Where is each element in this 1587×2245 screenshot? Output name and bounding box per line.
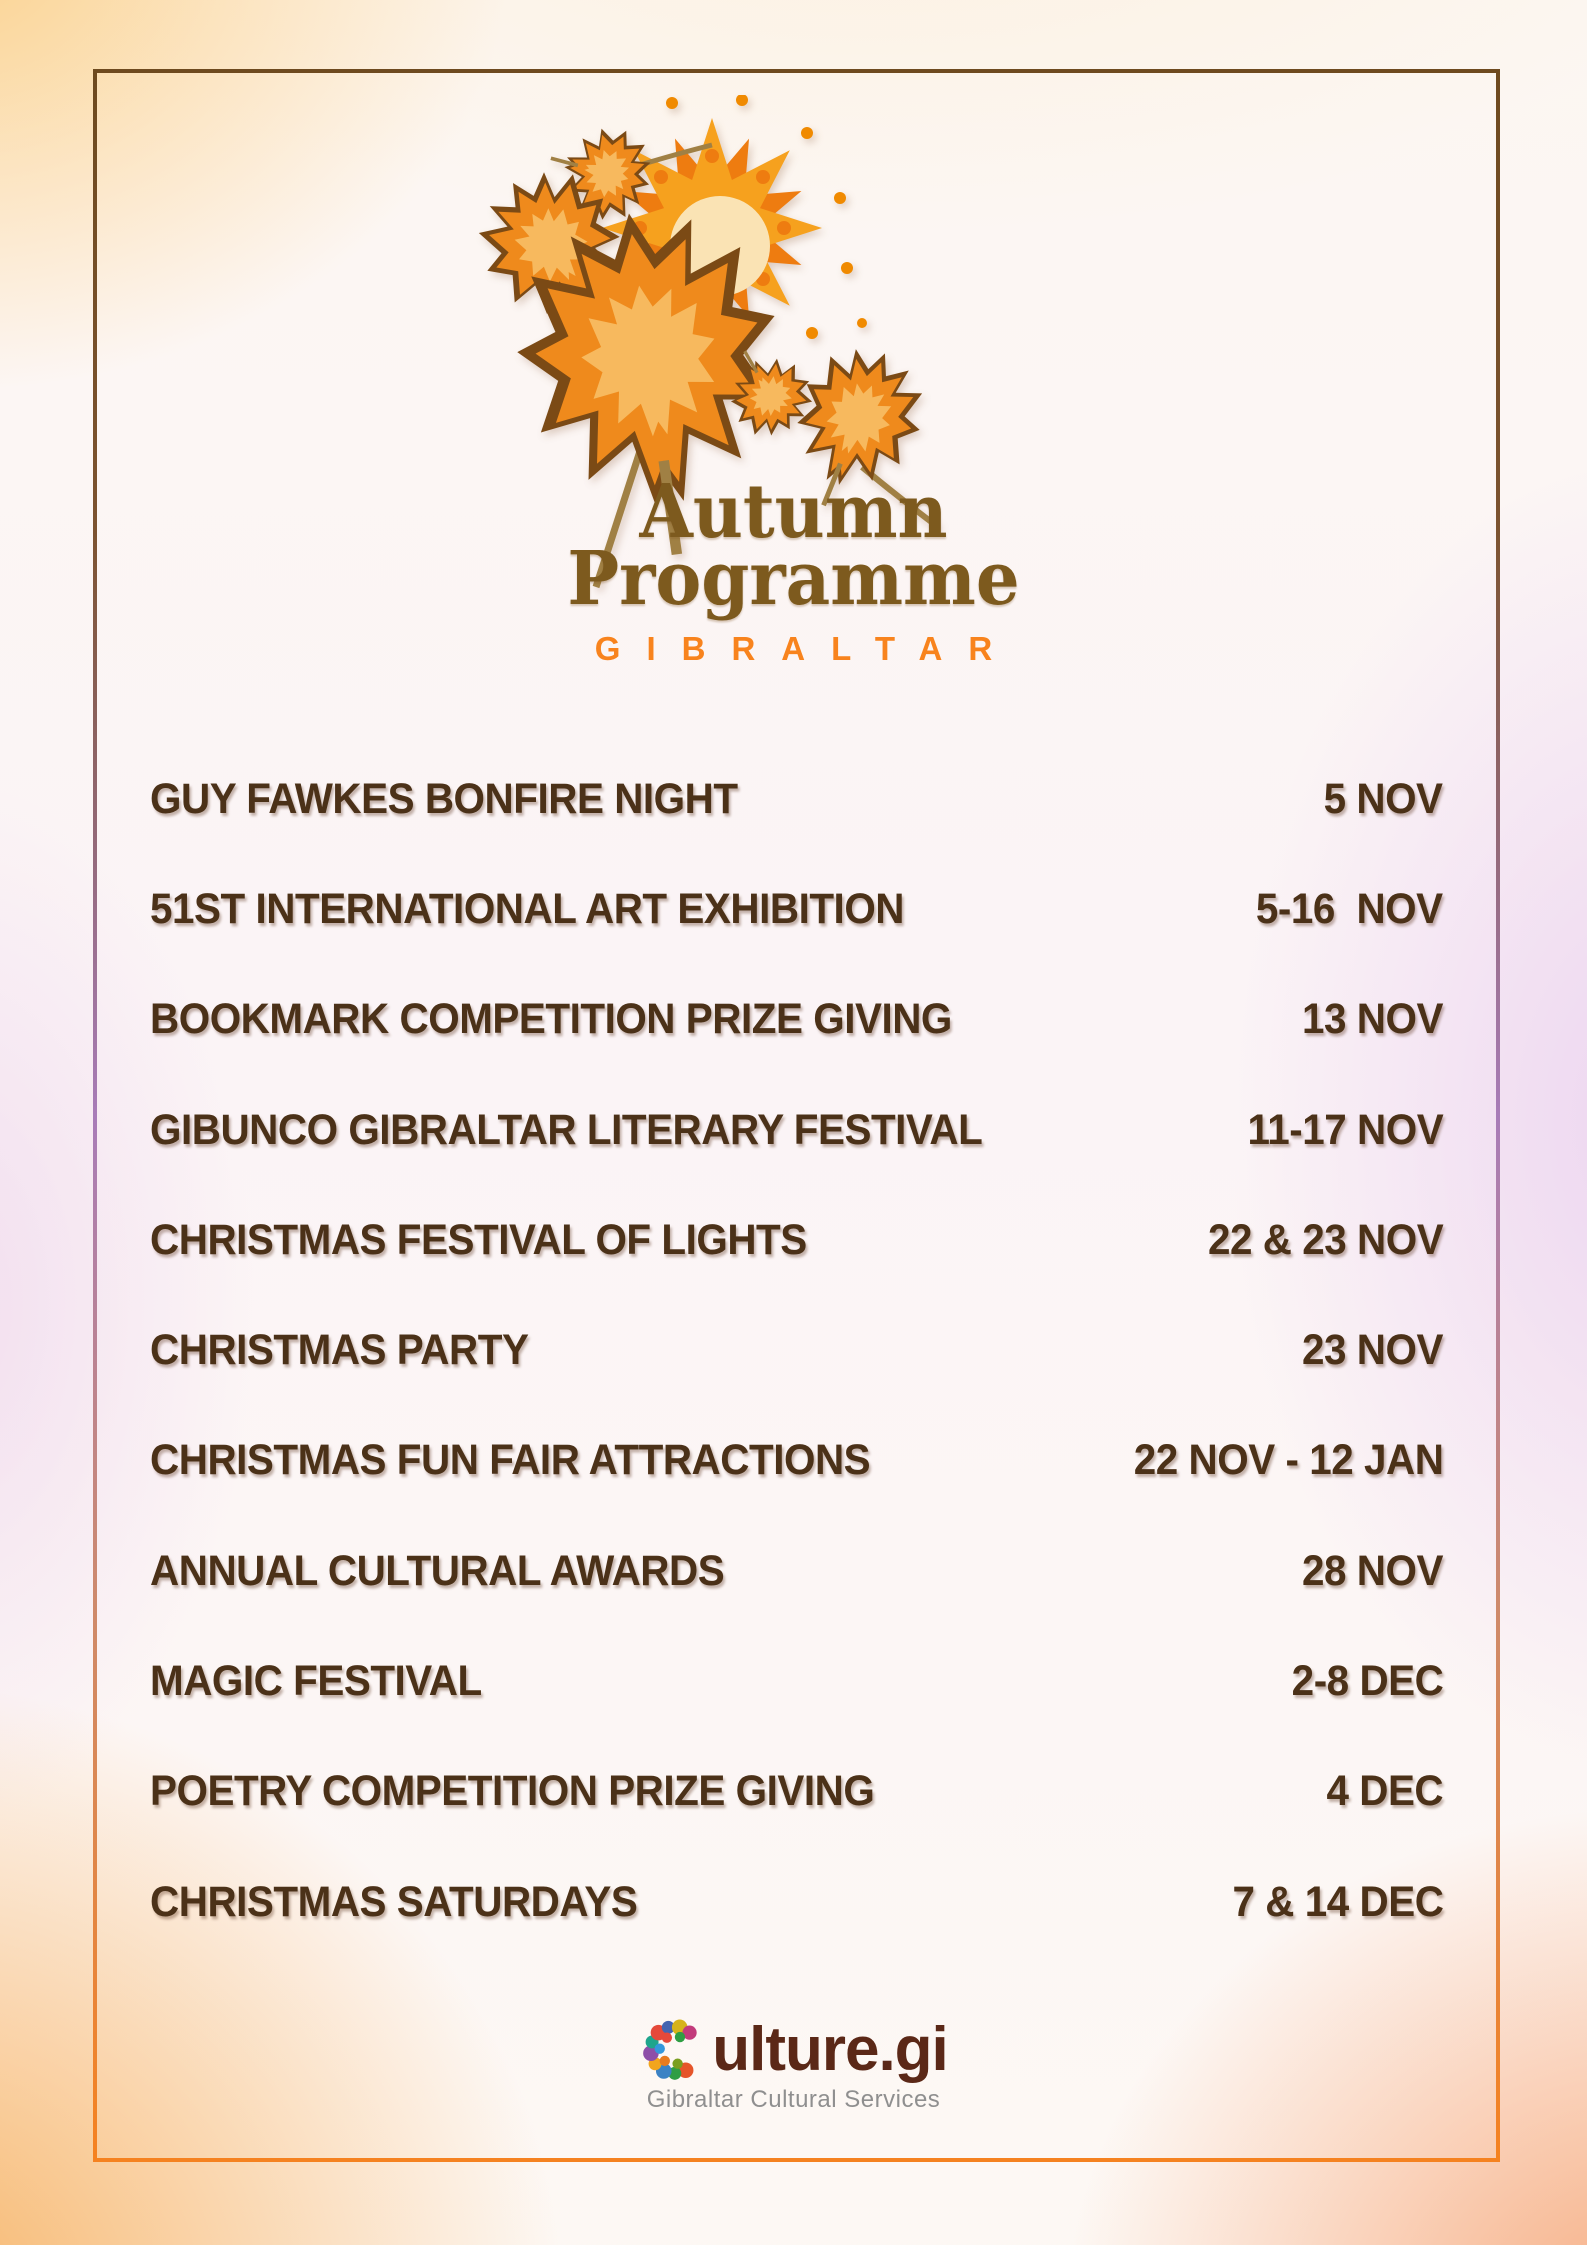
event-name: MAGIC FESTIVAL (150, 1657, 482, 1706)
events-list (150, 744, 1443, 1957)
event-date: 23 NOV (1302, 1326, 1443, 1375)
event-date: 5-16 NOV (1256, 884, 1443, 933)
event-date: 22 & 23 NOV (1207, 1215, 1443, 1264)
event-row (150, 1075, 1443, 1185)
event-row (150, 744, 1443, 854)
event-name: GIBUNCO GIBRALTAR LITERARY FESTIVAL (150, 1105, 983, 1154)
event-name: 51ST INTERNATIONAL ART EXHIBITION (150, 884, 905, 933)
event-name: GUY FAWKES BONFIRE NIGHT (150, 774, 738, 823)
event-row (150, 965, 1443, 1075)
event-date: 2-8 DEC (1291, 1657, 1443, 1706)
event-name: CHRISTMAS FUN FAIR ATTRACTIONS (150, 1436, 871, 1485)
poster-title-line2: Programme (567, 536, 1020, 622)
event-date: 5 NOV (1324, 774, 1443, 823)
culture-c-mosaic-icon (639, 2015, 709, 2085)
event-row (150, 1295, 1443, 1405)
event-row (150, 1626, 1443, 1736)
event-row (150, 1185, 1443, 1295)
event-date: 4 DEC (1326, 1767, 1443, 1816)
poster-title-line1: Autumn (639, 469, 948, 555)
event-name: CHRISTMAS FESTIVAL OF LIGHTS (150, 1215, 807, 1264)
event-date: 13 NOV (1302, 995, 1443, 1044)
culture-logo-text: ulture.gi (712, 2015, 948, 2084)
event-row (150, 1516, 1443, 1626)
event-name: CHRISTMAS SATURDAYS (150, 1877, 638, 1926)
event-row (150, 1406, 1443, 1516)
culture-tagline: Gibraltar Cultural Services (646, 2086, 941, 2113)
event-date: 28 NOV (1302, 1546, 1443, 1595)
event-name: ANNUAL CULTURAL AWARDS (150, 1546, 725, 1595)
culture-gi-logo (0, 2014, 1587, 2086)
event-name: CHRISTMAS PARTY (150, 1326, 529, 1375)
poster-subtitle: GIBRALTAR (594, 630, 1019, 667)
event-row (150, 1737, 1443, 1847)
event-row (150, 854, 1443, 964)
event-row (150, 1847, 1443, 1957)
event-date: 11-17 NOV (1247, 1105, 1443, 1154)
event-date: 22 NOV - 12 JAN (1133, 1436, 1443, 1485)
event-name: BOOKMARK COMPETITION PRIZE GIVING (150, 995, 952, 1044)
event-date: 7 & 14 DEC (1232, 1877, 1443, 1926)
event-name: POETRY COMPETITION PRIZE GIVING (150, 1767, 875, 1816)
